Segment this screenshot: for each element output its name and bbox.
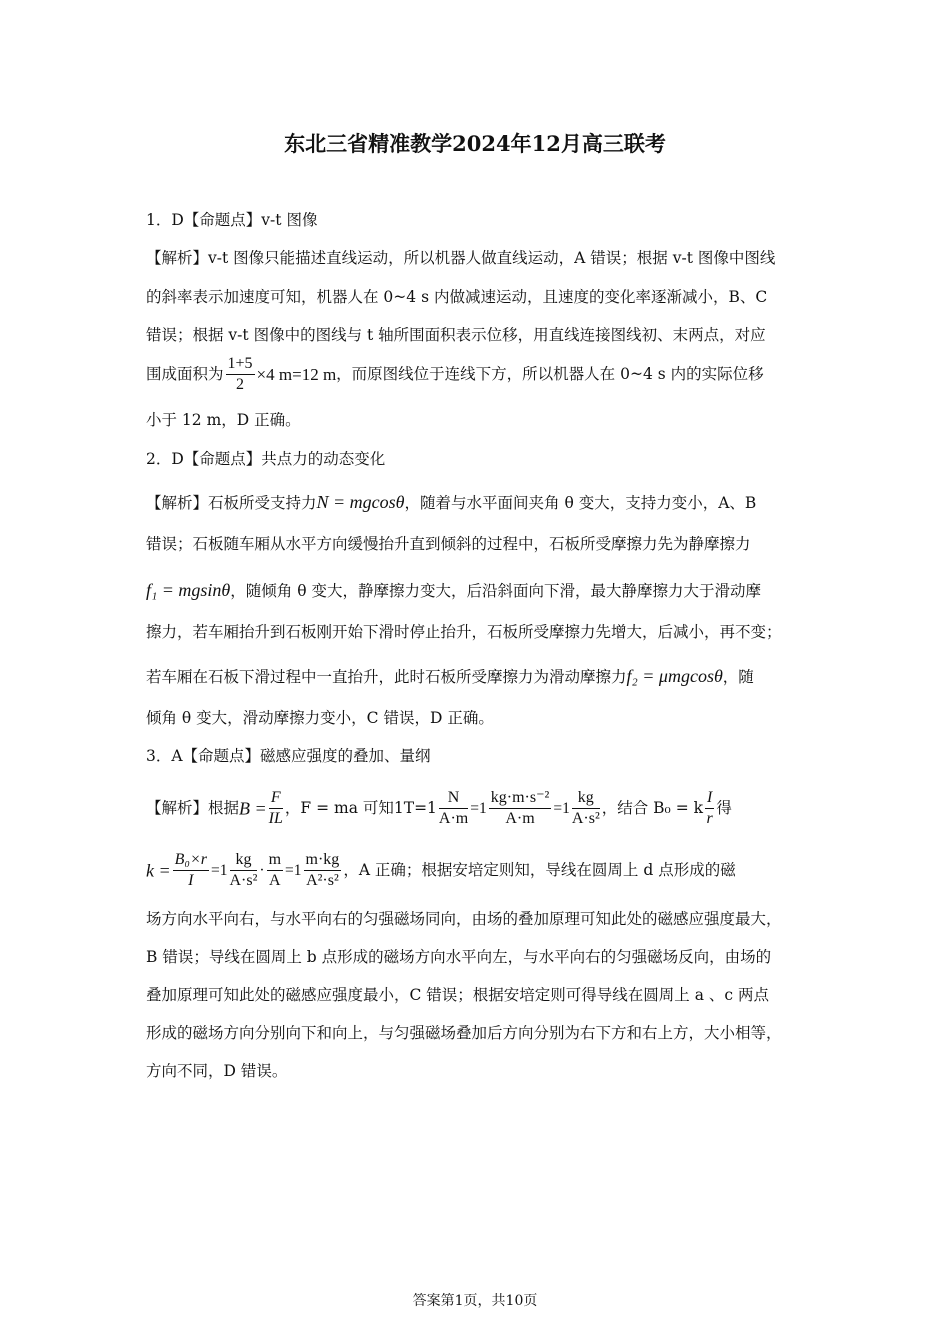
q3-line-5: 叠加原理可知此处的磁感应强度最小，C 错误；根据安培定则可得导线在圆周上 a 、c 两点 bbox=[146, 986, 769, 1004]
q3-k-den: r bbox=[706, 810, 713, 827]
q3-unit-frac-3 bbox=[572, 790, 600, 827]
q3-line-1 bbox=[146, 790, 732, 827]
q2-line-5-pre: 若车厢在石板下滑过程中一直抬升，此时石板所受摩擦力为滑动摩擦力 bbox=[146, 668, 627, 686]
q3-line-1-pre: 【解析】根据 bbox=[146, 798, 240, 817]
q2-eq-normal-force: N = mgcosθ bbox=[316, 492, 405, 512]
q3-b-den: IL bbox=[268, 810, 283, 827]
q2-line-2: 错误；石板随车厢从水平方向缓慢抬升直到倾斜的过程中，石板所受摩擦力先为静摩擦力 bbox=[146, 535, 751, 553]
q3-line-4: B 错误；导线在圆周上 b 点形成的磁场方向水平向左，与水平向右的匀强磁场反向，由场的 bbox=[146, 948, 772, 966]
q3-line-7: 方向不同，D 错误。 bbox=[146, 1062, 288, 1080]
q3-k3-fraction bbox=[267, 852, 283, 889]
q3-line-1-end: 得 bbox=[716, 798, 732, 817]
q1-line-3: 错误；根据 v-t 图像中的图线与 t 轴所围面积表示位移，用直线连接图线初、末两点，对应 bbox=[146, 326, 766, 344]
q3-k4-fraction bbox=[304, 852, 342, 889]
q3-k-eq-1: =1 bbox=[211, 861, 228, 879]
q3-b-lhs: B = bbox=[239, 798, 267, 819]
q3-k4-den: A²·s² bbox=[306, 872, 339, 889]
q3-k1-fraction bbox=[173, 852, 209, 889]
q1-line-2: 的斜率表示加速度可知，机器人在 0~4 s 内做减速运动，且速度的变化率逐渐减小，B、C bbox=[146, 288, 768, 306]
q3-line-2-post: ，A 正确；根据安培定则知，导线在圆周上 d 点形成的磁 bbox=[343, 860, 736, 879]
q2-line-4: 擦力，若车厢抬升到石板刚开始下滑时停止抬升，石板所受摩擦力先增大，后减小，再不变； bbox=[146, 623, 782, 641]
q2-line-1-post: ，随着与水平面间夹角 θ 变大，支持力变小，A、B bbox=[404, 494, 757, 512]
q3-unit-frac-1 bbox=[439, 790, 468, 827]
q2-eq-static-friction: f₁ = mgsinθ bbox=[146, 580, 231, 600]
q3-eq-one: =1 bbox=[470, 799, 487, 817]
q2-heading: 2．D【命题点】共点力的动态变化 bbox=[146, 450, 386, 468]
q3-k3-den: A bbox=[269, 872, 281, 889]
q1-line-4-pre: 围成面积为 bbox=[146, 364, 224, 383]
page-title: 东北三省精准教学2024年12月高三联考 bbox=[284, 131, 666, 156]
q2-line-5-post: ，随 bbox=[722, 668, 754, 686]
q1-line-4-mid: ×4 m=12 m bbox=[256, 365, 337, 384]
q3-b-fraction bbox=[269, 790, 283, 827]
q3-k3-num: m bbox=[267, 852, 283, 871]
q1-heading: 1．D【命题点】v-t 图像 bbox=[146, 211, 318, 229]
q3-u2-num: kg·m·s⁻² bbox=[489, 790, 552, 809]
q2-line-3-post: ，随倾角 θ 变大，静摩擦力变大，后沿斜面向下滑，最大静摩擦力大于滑动摩 bbox=[230, 582, 761, 600]
q3-k-num: I bbox=[705, 790, 714, 809]
q3-line-1-post: ，结合 B₀ = k bbox=[601, 798, 703, 817]
q3-k1-num: B₀×r bbox=[173, 852, 209, 871]
q3-u2-den: A·m bbox=[505, 810, 535, 827]
q1-frac-num: 1+5 bbox=[226, 356, 255, 375]
q3-line-2 bbox=[146, 852, 736, 889]
q3-k-dot: · bbox=[259, 861, 265, 879]
q1-line-4-post: ，而原图线位于连线下方，所以机器人在 0~4 s 内的实际位移 bbox=[336, 364, 764, 383]
q2-line-3 bbox=[146, 581, 761, 600]
q3-f-eq: ，F = ma 可知1T=1 bbox=[284, 798, 437, 817]
q3-line-3: 场方向水平向右，与水平向右的匀强磁场同向，由场的叠加原理可知此处的磁感应强度最大， bbox=[146, 910, 782, 928]
q3-k-eq-2: =1 bbox=[285, 861, 302, 879]
q1-fraction bbox=[226, 356, 255, 393]
q1-line-4 bbox=[146, 356, 764, 393]
q3-k2-den: A·s² bbox=[229, 872, 258, 889]
q3-k2-fraction bbox=[230, 852, 258, 889]
q2-line-1 bbox=[146, 493, 756, 512]
q3-eq-one-2: =1 bbox=[553, 799, 570, 817]
q3-unit-frac-2 bbox=[489, 790, 552, 827]
q3-u1-den: A·m bbox=[438, 810, 469, 827]
q3-heading: 3．A【命题点】磁感应强度的叠加、量纲 bbox=[146, 747, 431, 765]
q3-k4-num: m·kg bbox=[304, 852, 342, 871]
q1-line-5: 小于 12 m，D 正确。 bbox=[146, 411, 301, 429]
q1-frac-den: 2 bbox=[236, 376, 245, 393]
q3-u3-den: A·s² bbox=[571, 810, 600, 827]
q2-line-1-pre: 【解析】石板所受支持力 bbox=[146, 494, 317, 512]
q1-line-1: 【解析】v-t 图像只能描述直线运动，所以机器人做直线运动，A 错误；根据 v-t 图像中图线 bbox=[146, 249, 776, 267]
q3-b-num: F bbox=[269, 790, 283, 809]
q3-u1-num: N bbox=[439, 790, 468, 809]
q2-line-6: 倾角 θ 变大，滑动摩擦力变小，C 错误，D 正确。 bbox=[146, 709, 494, 727]
q2-line-5 bbox=[146, 667, 754, 686]
q2-eq-kinetic-friction: f₂ = μmgcosθ bbox=[626, 666, 723, 686]
q3-k1-den: I bbox=[188, 872, 194, 889]
q3-u3-num: kg bbox=[572, 790, 600, 809]
q3-k-fraction bbox=[705, 790, 714, 827]
q3-k2-num: kg bbox=[230, 852, 258, 871]
q3-k-lhs: k = bbox=[146, 860, 171, 881]
q3-line-6: 形成的磁场方向分别向下和向上，与匀强磁场叠加后方向分别为右下方和右上方，大小相等， bbox=[146, 1024, 782, 1042]
page-footer: 答案第1页，共10页 bbox=[412, 1293, 538, 1309]
